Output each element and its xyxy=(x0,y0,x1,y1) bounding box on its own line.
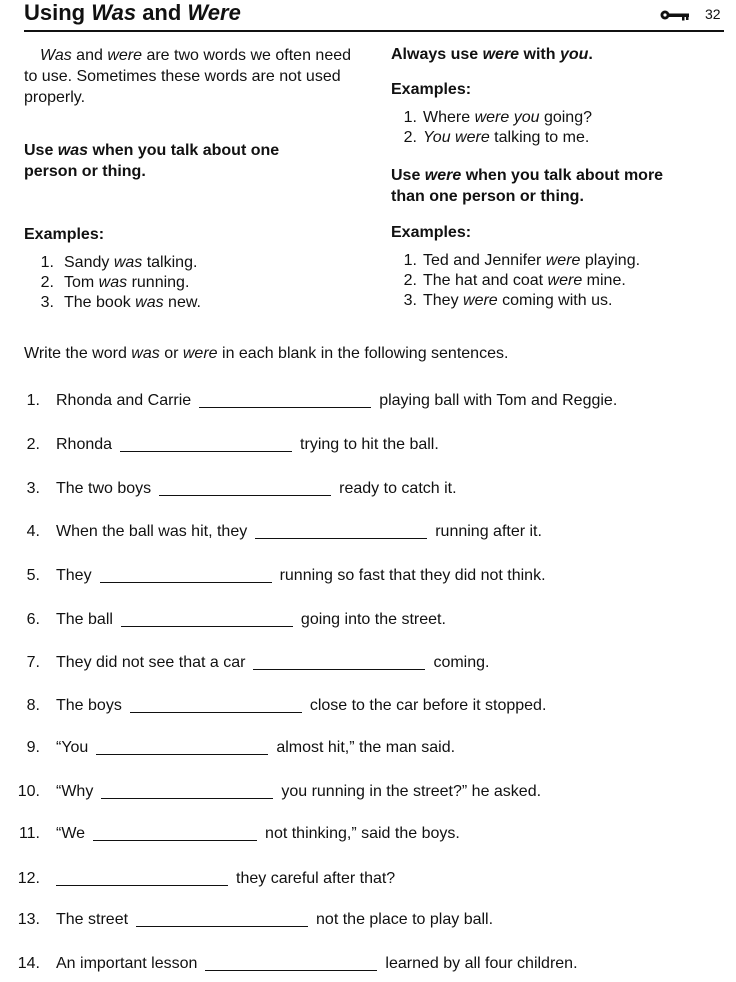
answer-blank[interactable] xyxy=(205,956,377,971)
question-text-after: not thinking,” said the boys. xyxy=(265,825,460,842)
question-text-before: An important lesson xyxy=(56,955,198,972)
answer-blank[interactable] xyxy=(120,437,292,452)
question-row xyxy=(0,565,736,587)
question-text-after: they careful after that? xyxy=(236,870,396,887)
question-text-after: running so fast that they did not think. xyxy=(279,567,546,584)
question-text-before: The two boys xyxy=(56,480,152,497)
answer-blank[interactable] xyxy=(100,568,272,583)
question-text-before: The street xyxy=(56,911,129,928)
question-row xyxy=(0,521,736,543)
key-icon xyxy=(660,8,690,22)
question-text-after: almost hit,” the man said. xyxy=(276,739,456,756)
question-text-before: The ball xyxy=(56,611,113,628)
question-text-before: The boys xyxy=(56,697,122,714)
answer-blank[interactable] xyxy=(130,698,302,713)
question-text-before: They did not see that a car xyxy=(56,654,246,671)
list-item: 3. They were coming with us. xyxy=(403,292,613,309)
question-row xyxy=(0,909,736,931)
question-number: 5. xyxy=(26,567,40,584)
answer-blank[interactable] xyxy=(255,524,427,539)
question-text-after: learned by all four children. xyxy=(385,955,578,972)
question-number: 14. xyxy=(17,955,40,972)
question-number: 12. xyxy=(17,870,40,887)
answer-blank[interactable] xyxy=(159,481,331,496)
question-text-after: you running in the street?” he asked. xyxy=(281,783,542,800)
answer-blank[interactable] xyxy=(101,784,273,799)
question-text-after: ready to catch it. xyxy=(339,480,457,497)
intro-paragraph: Was and were are two words we often need to use. Sometimes these words are not used properly. xyxy=(24,47,352,106)
answer-blank[interactable] xyxy=(253,655,425,670)
question-row xyxy=(0,478,736,500)
question-row xyxy=(0,953,736,975)
list-item: 1. Where were you going? xyxy=(403,109,592,126)
question-text-before: “You xyxy=(56,739,89,756)
question-text-before: Rhonda and Carrie xyxy=(56,392,192,409)
answer-blank[interactable] xyxy=(96,740,268,755)
question-text-after: running after it. xyxy=(435,523,542,540)
examples-heading-right-2: Examples: xyxy=(391,224,472,241)
question-number: 7. xyxy=(26,654,40,671)
question-text-after: going into the street. xyxy=(300,611,446,628)
examples-heading-right-1: Examples: xyxy=(391,81,472,98)
question-row xyxy=(0,868,736,890)
answer-blank[interactable] xyxy=(93,826,257,841)
page-title xyxy=(24,0,241,26)
question-row xyxy=(0,390,736,412)
question-number: 11. xyxy=(18,825,40,842)
question-row xyxy=(0,652,736,674)
question-row xyxy=(0,823,736,845)
question-row xyxy=(0,781,736,803)
question-text-after: coming. xyxy=(433,654,490,671)
title-were: Were xyxy=(187,0,241,25)
question-number: 9. xyxy=(26,739,40,756)
question-number: 4. xyxy=(26,523,40,540)
question-text-before: “Why xyxy=(56,783,94,800)
question-text-before: Rhonda xyxy=(56,436,113,453)
list-item: 3. The book was new. xyxy=(40,294,201,311)
examples-heading-left: Examples: xyxy=(24,226,105,243)
question-number: 8. xyxy=(26,697,40,714)
page-number: 32 xyxy=(705,6,721,22)
were-rule: Use were when you talk about more than one person or thing. xyxy=(391,167,664,205)
title-text: Using xyxy=(24,0,92,25)
question-text-before: “We xyxy=(56,825,86,842)
answer-blank[interactable] xyxy=(199,393,371,408)
question-number: 1. xyxy=(26,392,40,409)
question-text-after: playing ball with Tom and Reggie. xyxy=(379,392,618,409)
answer-blank[interactable] xyxy=(136,912,308,927)
title-was: Was xyxy=(91,0,137,25)
list-item: 2. You were talking to me. xyxy=(403,129,590,146)
question-text-after: close to the car before it stopped. xyxy=(309,697,547,714)
answer-blank[interactable] xyxy=(56,871,228,886)
list-item: 1. Ted and Jennifer were playing. xyxy=(403,252,641,269)
question-row xyxy=(0,609,736,631)
question-text-after: not the place to play ball. xyxy=(316,911,494,928)
was-rule: Use was when you talk about one person or thing. xyxy=(24,142,280,180)
instructions: Write the word was or were in each blank in the following sentences. xyxy=(24,345,509,362)
question-number: 13. xyxy=(17,911,40,928)
list-item: 2. Tom was running. xyxy=(40,274,190,291)
question-text-after: trying to hit the ball. xyxy=(300,436,439,453)
you-rule: Always use were with you. xyxy=(391,46,593,63)
question-number: 6. xyxy=(26,611,40,628)
list-item: 1. Sandy was talking. xyxy=(40,254,198,271)
question-number: 2. xyxy=(26,436,40,453)
examples-list-right-2 xyxy=(391,251,640,311)
question-text-before: When the ball was hit, they xyxy=(56,523,248,540)
question-row xyxy=(0,434,736,456)
question-number: 3. xyxy=(26,480,40,497)
title-text-and: and xyxy=(136,0,188,25)
question-row xyxy=(0,737,736,759)
question-row xyxy=(0,695,736,717)
question-number: 10. xyxy=(17,783,40,800)
title-rule xyxy=(24,30,724,32)
list-item: 2. The hat and coat were mine. xyxy=(403,272,626,289)
examples-list-left xyxy=(24,253,201,313)
question-text-before: They xyxy=(56,567,92,584)
examples-list-right-1 xyxy=(391,108,592,148)
answer-blank[interactable] xyxy=(121,612,293,627)
